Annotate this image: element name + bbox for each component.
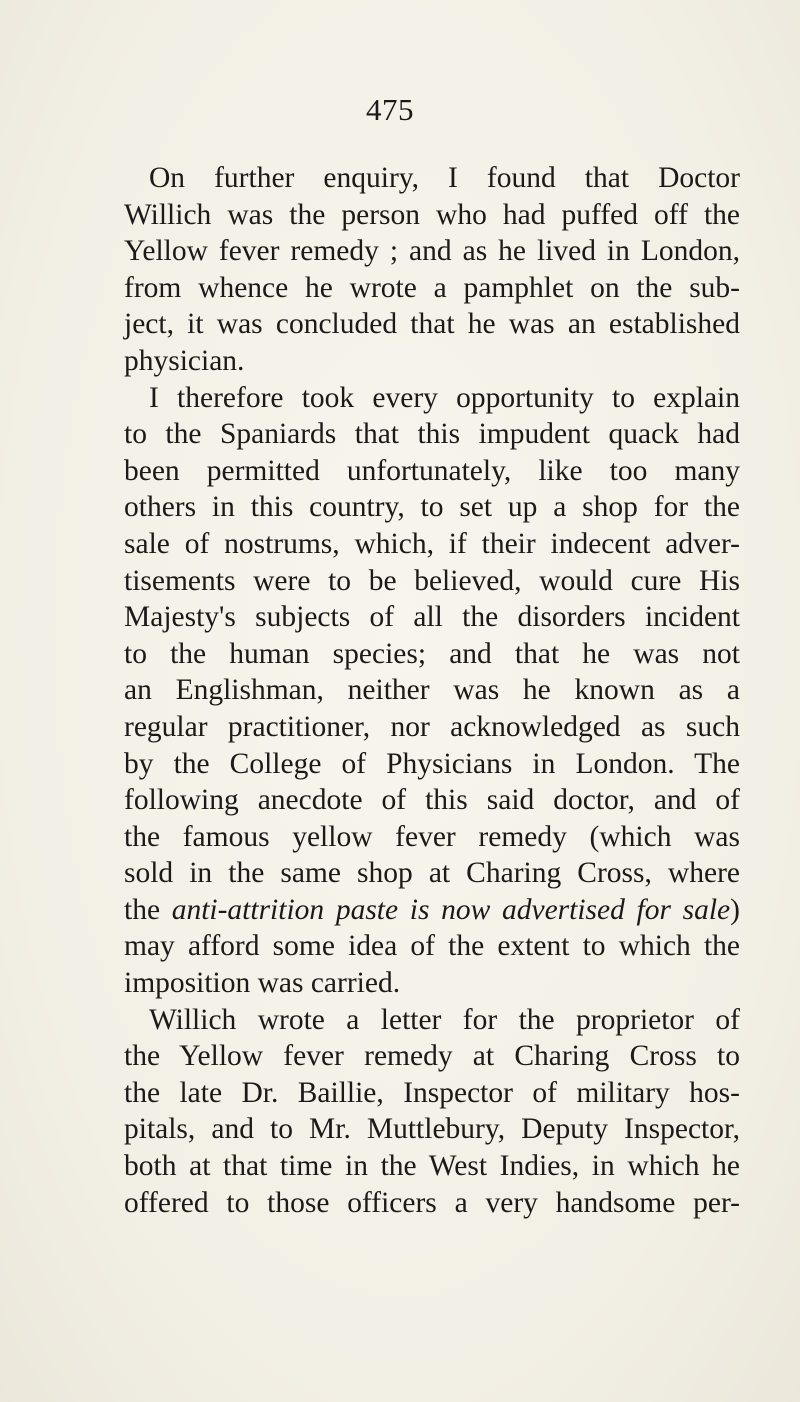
text-line: On further enquiry, I found that Doctor xyxy=(149,162,740,194)
text-line: offered to those officers a very handsome per- xyxy=(124,1186,740,1219)
text-line: imposition was carried. xyxy=(124,967,401,1000)
text-line: tisements were to be believed, would cure His xyxy=(124,564,740,597)
text-line: the famous yellow fever remedy (which was xyxy=(124,820,740,853)
text-line: ject, it was concluded that he was an established xyxy=(124,308,740,341)
page-number: 475 xyxy=(366,92,414,127)
text-line: to the human species; and that he was not xyxy=(124,637,740,670)
text-line: sale of nostrums, which, if their indecent adver- xyxy=(124,527,740,560)
text-line: both at that time in the West Indies, in which he xyxy=(124,1150,740,1183)
body-text xyxy=(124,160,740,1221)
text-line: pitals, and to Mr. Muttlebury, Deputy Inspector, xyxy=(124,1113,740,1146)
text-line: Willich wrote a letter for the proprietor of xyxy=(149,1003,740,1036)
text-line: may afford some idea of the extent to which the xyxy=(124,930,740,963)
text-line: an Englishman, neither was he known as a xyxy=(124,674,740,707)
text-fragment: ) xyxy=(730,893,740,926)
text-line: sold in the same shop at Charing Cross, where xyxy=(124,857,740,890)
text-line-italic-mixed xyxy=(124,892,740,929)
text-line: been permitted unfortunately, like too many xyxy=(124,454,740,487)
text-line: following anecdote of this said doctor, and of xyxy=(124,784,740,817)
text-line: others in this country, to set up a shop for the xyxy=(124,491,740,524)
text-line: regular practitioner, nor acknowledged as such xyxy=(124,710,740,743)
text-fragment: the xyxy=(124,893,172,926)
text-line: Yellow fever remedy ; and as he lived in London, xyxy=(124,235,740,268)
text-line: I therefore took every opportunity to explain xyxy=(149,381,740,414)
text-line: to the Spaniards that this impudent quack had xyxy=(124,418,740,451)
text-line: the Yellow fever remedy at Charing Cross to xyxy=(124,1040,740,1073)
italic-text-fragment: anti-attrition paste is now advertised for sale xyxy=(171,893,731,926)
text-line: Willich was the person who had puffed off the xyxy=(124,198,740,231)
text-line: by the College of Physicians in London. The xyxy=(124,747,740,780)
text-line: Majesty's subjects of all the disorders incident xyxy=(124,601,740,634)
text-line: from whence he wrote a pamphlet on the sub- xyxy=(124,271,740,304)
text-line: the late Dr. Baillie, Inspector of military hos- xyxy=(124,1076,740,1109)
text-line: physician. xyxy=(124,344,245,377)
